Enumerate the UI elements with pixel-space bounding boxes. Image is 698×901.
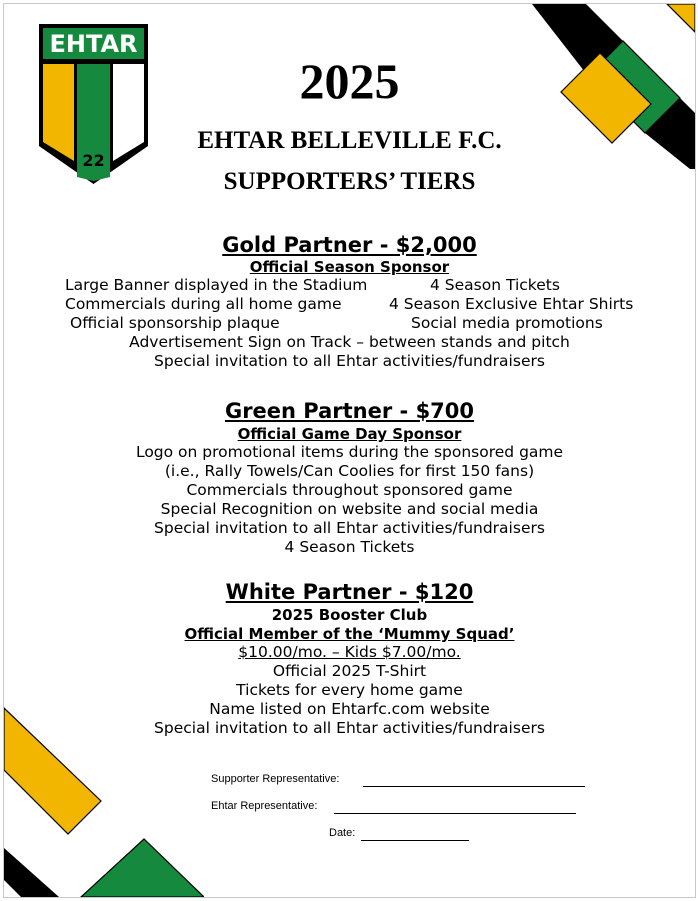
white-benefit: Special invitation to all Ehtar activities/fundraisers	[154, 719, 545, 737]
white-pricing: $10.00/mo. – Kids $7.00/mo.	[238, 643, 461, 661]
gold-benefit: Advertisement Sign on Track – between stands and pitch	[129, 333, 570, 351]
year-title: 2025	[299, 53, 400, 109]
document-page	[3, 3, 696, 898]
supporter-rep-label: Supporter Representative:	[211, 773, 340, 785]
logo-number: 22	[82, 151, 105, 170]
green-benefit: Commercials throughout sponsored game	[186, 481, 513, 499]
gold-benefit: Large Banner displayed in the Stadium	[65, 276, 368, 294]
green-benefit: Special Recognition on website and social media	[160, 500, 539, 518]
gold-benefit: Commercials during all home game	[65, 295, 342, 313]
ehtar-rep-label: Ehtar Representative:	[211, 800, 318, 812]
supporter-rep-signature-line[interactable]	[363, 775, 585, 787]
club-name: EHTAR BELLEVILLE F.C.	[197, 127, 502, 154]
date-label: Date:	[329, 827, 356, 839]
green-heading: Green Partner - $700	[224, 399, 475, 423]
gold-subheading: Official Season Sponsor	[249, 258, 450, 276]
tiers-subtitle: SUPPORTERS’ TIERS	[223, 168, 476, 195]
green-benefit: Logo on promotional items during the sponsored game	[135, 443, 564, 461]
white-booster-club: 2025 Booster Club	[271, 606, 428, 624]
gold-benefit: 4 Season Exclusive Ehtar Shirts	[389, 295, 634, 313]
white-membership: Official Member of the ‘Mummy Squad’	[184, 625, 515, 643]
gold-benefit: Social media promotions	[411, 314, 603, 332]
green-benefit: (i.e., Rally Towels/Can Coolies for first 150 fans)	[164, 462, 535, 480]
gold-heading: Gold Partner - $2,000	[222, 233, 477, 257]
gold-benefit: Special invitation to all Ehtar activities/fundraisers	[154, 352, 545, 370]
green-benefit: Special invitation to all Ehtar activities/fundraisers	[154, 519, 545, 537]
logo-wordmark: EHTAR	[49, 30, 138, 58]
white-benefit: Name listed on Ehtarfc.com website	[209, 700, 490, 718]
date-signature-line[interactable]	[361, 829, 469, 841]
white-benefit: Tickets for every home game	[236, 681, 463, 699]
green-benefit: 4 Season Tickets	[284, 538, 415, 556]
green-subheading: Official Game Day Sponsor	[237, 425, 462, 443]
white-benefit: Official 2025 T-Shirt	[272, 662, 427, 680]
ehtar-rep-signature-line[interactable]	[334, 802, 576, 814]
white-heading: White Partner - $120	[225, 580, 474, 604]
gold-benefit: 4 Season Tickets	[430, 276, 560, 294]
gold-benefit: Official sponsorship plaque	[70, 314, 280, 332]
